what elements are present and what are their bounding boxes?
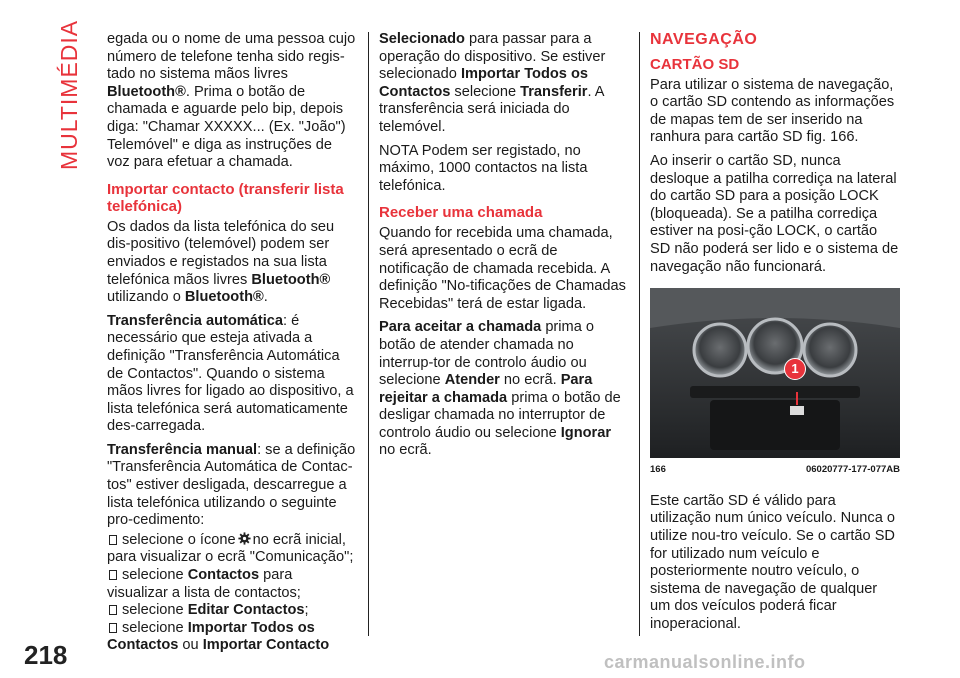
paragraph: Selecionado para passar para a operação do dispositivo. Se estiver selecionado Importar Todos os Contactos selecione Transferir. A transferência será iniciada do telemóvel. <box>379 31 606 135</box>
figure-sd-card-slot <box>650 288 900 458</box>
watermark: carmanualsonline.info <box>604 652 806 672</box>
bullet-icon <box>109 570 117 580</box>
figure-caption <box>650 461 900 479</box>
list-item: selecione Contactos para visualizar a lista de contactos; <box>107 567 301 601</box>
bullet-list <box>107 532 357 655</box>
bullet-icon <box>109 623 117 633</box>
paragraph: Quando for recebida uma chamada, será apresentado o ecrã de notificação de chamada recebida. A definição "No-tificações de Chamadas Recebidas" terá de estar ligada. <box>379 225 626 312</box>
paragraph: Este cartão SD é válido para utilização num único veículo. Nunca o utilize nou-tro veículo. Se o cartão SD for utilizado num veículo e posteriormente noutro veículo, o sistema de navegação de qualquer um dos veículos poderá ficar inoperacional. <box>650 492 895 632</box>
section-heading: CARTÃO SD <box>650 55 740 73</box>
section-heading: Importar contacto (transferir lista telefónica) <box>107 180 344 215</box>
callout-marker: 1 <box>784 358 806 380</box>
column-divider <box>368 32 369 636</box>
paragraph: Transferência manual: se a definição "Transferência Automática de Contac-tos" estiver desligada, descarregue a lista telefónica utilizando o seguinte pro-cedimento: <box>107 441 356 529</box>
list-item: selecione Importar Todos os Contactos ou Importar Contacto <box>107 619 330 654</box>
section-tab <box>56 19 86 170</box>
list-item: selecione Editar Contactos; <box>107 602 357 620</box>
section-heading: Receber uma chamada <box>379 204 543 222</box>
section-label: MULTIMÉDIA <box>56 19 82 170</box>
paragraph: Os dados da lista telefónica do seu dis-positivo (telemóvel) podem ser enviados e registados na sua lista telefónica mãos livres Bluetooth® utilizando o Bluetooth®. <box>107 218 335 306</box>
settings-gear-icon <box>238 532 251 545</box>
column-1 <box>107 31 357 655</box>
paragraph: egada ou o nome de uma pessoa cujo número de telefone tenha sido regis-tado no sistema mãos livres Bluetooth®. Prima o botão de chamada e aguarde pelo bip, depois diga: "Chamar XXXXX... (Ex. "João") Telemóvel" e diga as instruções de voz para efetuar a chamada. <box>107 31 356 171</box>
dashboard-photo <box>650 288 900 458</box>
paragraph: Para aceitar a chamada prima o botão de atender chamada no interrup-tor de controlo áudio ou selecione Atender no ecrã. Para rejeitar a chamada prima o botão de desligar chamada no interruptor de controlo áudio ou selecione Ignorar no ecrã. <box>379 319 621 459</box>
figure-number: 166 <box>650 464 666 476</box>
bullet-icon <box>109 605 117 615</box>
bullet-icon <box>109 535 117 545</box>
column-divider <box>639 32 640 636</box>
paragraph: Ao inserir o cartão SD, nunca desloque a patilha corrediça na lateral do cartão SD para a posição LOCK (bloqueada). Se a patilha corrediça estiver na posi-ção LOCK, o cartão SD não poderá ser lido e o sistema de navegação não funcionará. <box>650 152 899 275</box>
figure-code: 06020777-177-077AB <box>805 464 900 476</box>
page-number: 218 <box>24 640 68 670</box>
paragraph: Transferência automática: é necessário que esteja ativada a definição "Transferência Automática de Contactos". Quando o sistema mãos livres for ligado ao dispositivo, a lista telefónica será automaticamente des-carregada. <box>107 312 354 435</box>
paragraph: Para utilizar o sistema de navegação, o cartão SD contendo as informações de mapas tem de ser inserido na ranhura para cartão SD fig. 166. <box>650 76 895 146</box>
note-paragraph: NOTA Podem ser registado, no máximo, 1000 contactos na lista telefónica. <box>379 142 588 194</box>
column-2 <box>379 31 629 466</box>
chapter-title: NAVEGAÇÃO <box>650 31 758 48</box>
column-3 <box>650 31 900 639</box>
list-item: selecione o ícone no ecrã inicial, para visualizar o ecrã "Comunicação"; <box>107 531 354 566</box>
